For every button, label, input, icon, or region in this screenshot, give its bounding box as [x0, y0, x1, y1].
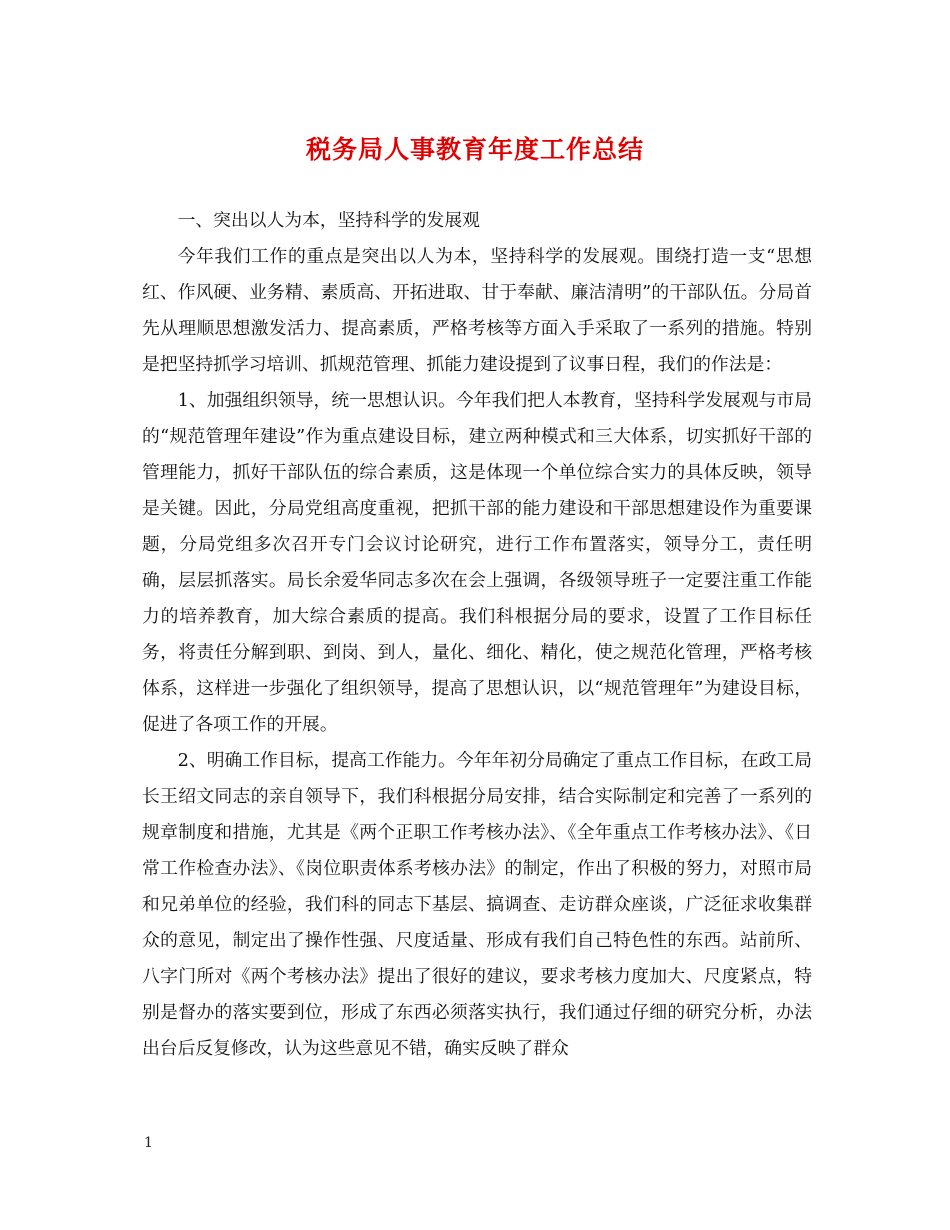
document-title: 税务局人事教育年度工作总结 [305, 135, 644, 164]
document-body [142, 203, 812, 1067]
body-paragraph: 今年我们工作的重点是突出以人为本，坚持科学的发展观。围绕打造一支“思想红、作风硬、业务精、素质高、开拓进取、甘于奉献、廉洁清明”的干部队伍。分局首先从理顺思想激发活力、提高素质，严格考核等方面入手采取了一系列的措施。特别是把坚持抓学习培训、抓规范管理、抓能力建设提到了议事日程，我们的作法是： [142, 246, 812, 375]
page-number: 1 [144, 1135, 153, 1151]
body-paragraph: 1、加强组织领导，统一思想认识。今年我们把人本教育，坚持科学发展观与市局的“规范管理年建设”作为重点建设目标，建立两种模式和三大体系，切实抓好干部的管理能力，抓好干部队伍的综合素质，这是体现一个单位综合实力的具体反映，领导是关键。因此，分局党组高度重视，把抓干部的能力建设和干部思想建设作为重要课题，分局党组多次召开专门会议讨论研究，进行工作布置落实，领导分工，责任明确，层层抓落实。局长余爱华同志多次在会上强调，各级领导班子一定要注重工作能力的培养教育，加大综合素质的提高。我们科根据分局的要求，设置了工作目标任务，将责任分解到职、到岗、到人，量化、细化、精化，使之规范化管理，严格考核体系，这样进一步强化了组织领导，提高了思想认识，以“规范管理年”为建设目标，促进了各项工作的开展。 [142, 390, 812, 735]
section-heading: 一、突出以人为本，坚持科学的发展观 [177, 210, 480, 231]
body-paragraph: 2、明确工作目标，提高工作能力。今年年初分局确定了重点工作目标，在政工局长王绍文同志的亲自领导下，我们科根据分局安排，结合实际制定和完善了一系列的规章制度和措施，尤其是《两个正职工作考核办法》、《全年重点工作考核办法》、《日常工作检查办法》、《岗位职责体系考核办法》的制定，作出了积极的努力，对照市局和兄弟单位的经验，我们科的同志下基层、搞调查、走访群众座谈，广泛征求收集群众的意见，制定出了操作性强、尺度适量、形成有我们自己特色性的东西。站前所、八字门所对《两个考核办法》提出了很好的建议，要求考核力度加大、尺度紧点，特别是督办的落实要到位，形成了东西必须落实执行，我们通过仔细的研究分析，办法出台后反复修改，认为这些意见不错，确实反映了群众 [142, 750, 812, 1059]
